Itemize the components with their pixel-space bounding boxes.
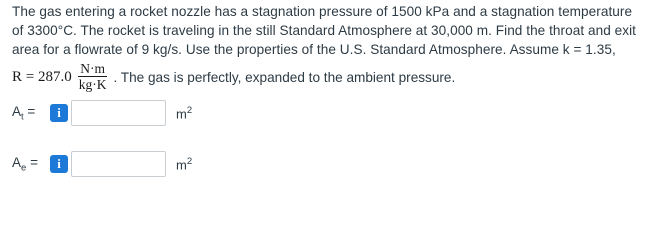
- unit-denominator: kg·K: [78, 77, 107, 92]
- answer-row-throat-area: [12, 98, 192, 128]
- exit-area-label: $A_e$ =: [12, 154, 38, 174]
- gas-constant-unit-fraction: [77, 61, 109, 93]
- problem-line: area for a flowrate of 9 kg/s. Use the properties of the U.S. Standard Atmosphere. Assume k = 1.35,: [12, 42, 616, 57]
- problem-line: of 3300°C. The rocket is traveling in the still Standard Atmosphere at 30,000 m. Find the throat and exit: [12, 23, 637, 38]
- throat-area-label: $A_t$ =: [12, 103, 36, 123]
- problem-tail-text: . The gas is perfectly, expanded to the ambient pressure.: [113, 69, 456, 85]
- problem-line: The gas entering a rocket nozzle has a stagnation pressure of 1500 kPa and a stagnation temperature: [12, 4, 633, 19]
- exit-area-unit: $m^2$: [176, 155, 193, 173]
- answer-row-exit-area: [12, 149, 192, 179]
- info-icon[interactable]: i: [50, 155, 68, 173]
- unit-numerator: N·m: [80, 61, 105, 76]
- throat-area-input[interactable]: [71, 100, 166, 126]
- info-icon[interactable]: i: [50, 104, 68, 122]
- exit-area-input[interactable]: [71, 151, 166, 177]
- throat-area-unit: $m^2$: [176, 104, 193, 122]
- gas-constant-line: [12, 57, 455, 97]
- problem-statement: [12, 2, 656, 59]
- gas-constant-value: R = 287.0: [12, 68, 72, 85]
